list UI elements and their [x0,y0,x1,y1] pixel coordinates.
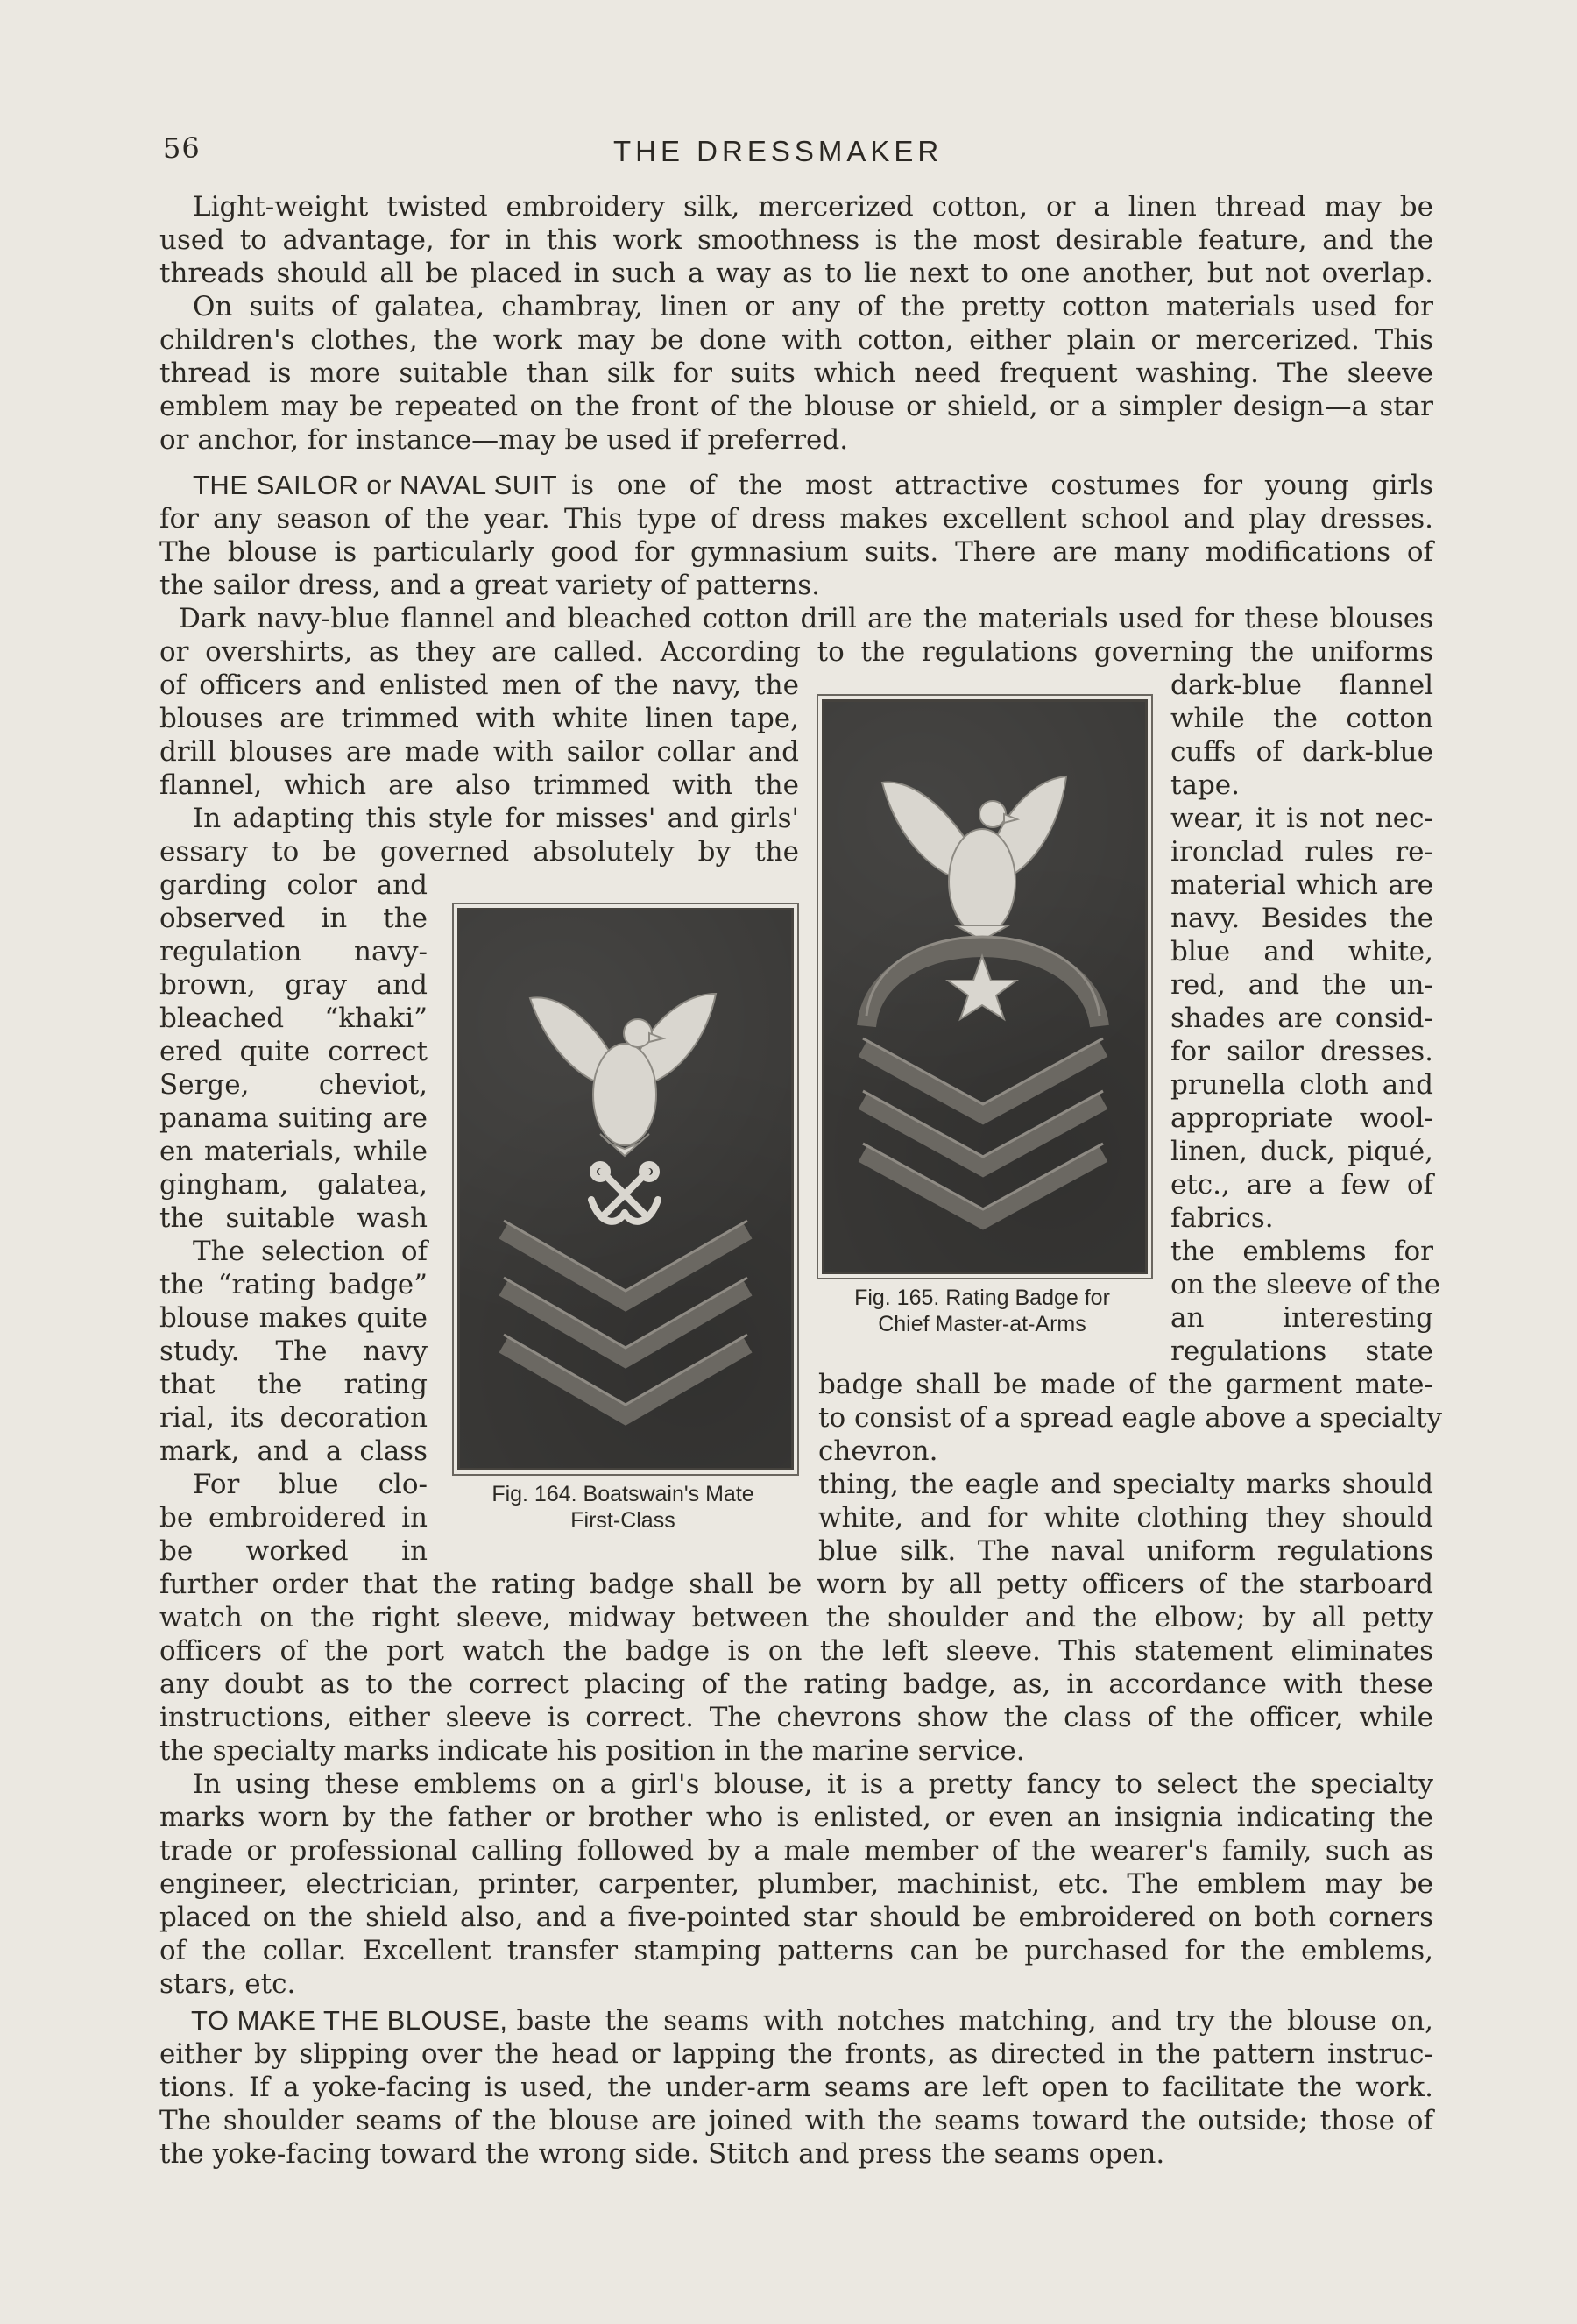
section-heading-blouse: TO MAKE THE BLOUSE, [191,2005,508,2036]
text-line: be worked in [159,1535,428,1567]
text-line: Serge, cheviot, [159,1069,428,1101]
text-line: In using these emblems on a girl's blouse, it is a pretty fancy to select the specialty [193,1768,1433,1800]
text-line: In adapting this style for misses' and girls' [193,803,799,834]
caption-line: Fig. 164. Boatswain's Mate [491,1482,754,1506]
boatswains-mate-badge-image [460,910,791,1468]
text-line: On suits of galatea, chambray, linen or any of the pretty cotton materials used for [193,291,1433,322]
text-line: dark-blue flannel [1170,670,1433,701]
text-line: the suitable wash [159,1202,428,1234]
text-line: blue silk. The naval uniform regulations [818,1535,1433,1567]
running-title: THE DRESSMAKER [613,135,944,167]
text-line: prunella cloth and [1170,1069,1433,1101]
figure-165-photo [822,699,1148,1274]
text-line: bleached “khaki” [159,1003,428,1034]
text-line: wear, it is not nec- [1170,803,1433,834]
text-line: tape. [1170,769,1240,801]
text-line: further order that the rating badge shall be worn by all petty officers of the starboard [159,1569,1433,1600]
text-line: linen, duck, piqué, [1170,1136,1433,1167]
text-line: of officers and enlisted men of the navy, the [159,670,799,701]
text-line: watch on the right sleeve, midway between the shoulder and the elbow; by all petty [159,1602,1433,1633]
text-line: the sailor dress, and a great variety of patterns. [159,570,821,601]
text-line: ironclad rules re- [1170,836,1433,868]
text-line: drill blouses are made with sailor collar and [159,736,799,768]
text-line: the specialty marks indicate his position in the marine service. [159,1735,1025,1767]
text-line: The shoulder seams of the blouse are joined with the seams toward the outside; those of [159,2105,1433,2136]
text-line: the emblems for [1170,1236,1433,1267]
text-line: instructions, either sleeve is correct. The chevrons show the class of the officer, while [159,1702,1433,1733]
text-line: red, and the un- [1170,969,1433,1001]
text-line: blouse makes quite [159,1302,428,1334]
text-line: to consist of a spread eagle above a specialty [818,1402,1443,1434]
text-line: The selection of [193,1236,428,1267]
text-line: chevron. [818,1435,938,1467]
text-line: essary to be governed absolutely by the [159,836,799,868]
text-line: thing, the eagle and specialty marks should [818,1469,1433,1500]
text-line: blue and white, [1170,936,1433,967]
text-line: observed in the [159,903,428,934]
text-line: engineer, electrician, printer, carpenter, plumber, machinist, etc. The emblem may be [159,1868,1433,1900]
text-line: cuffs of dark-blue [1170,736,1433,768]
section-heading-sailor: THE SAILOR or NAVAL SUIT [193,470,558,500]
text-line: an interesting [1170,1302,1433,1334]
text-line: for sailor dresses. [1170,1036,1433,1067]
text-line: is one of the most attractive costumes for young girls [571,470,1433,501]
text-line: mark, and a class [159,1435,428,1467]
text-line: emblem may be repeated on the front of the blouse or shield, or a simpler design—a star [159,391,1433,422]
text-line: appropriate wool- [1170,1102,1433,1134]
text-line: threads should all be placed in such a way as to lie next to one another, but not overlap. [159,258,1433,289]
caption-line: Chief Master-at-Arms [878,1312,1086,1336]
text-line: For blue clo- [193,1469,428,1500]
text-line: en materials, while [159,1136,428,1167]
text-line: white, and for white clothing they should [818,1502,1433,1534]
text-line: regulation navy- [159,936,428,967]
text-line: navy. Besides the [1170,903,1433,934]
text-line: panama suiting are [159,1102,428,1134]
text-line: stars, etc. [159,1968,296,2000]
text-line: rial, its decoration [159,1402,428,1434]
text-line: baste the seams with notches matching, and try the blouse on, [516,2005,1433,2037]
text-line: on the sleeve of the [1170,1269,1441,1300]
text-line: marks worn by the father or brother who is enlisted, or even an insignia indicating the [159,1802,1433,1833]
text-line: that the rating [159,1369,428,1400]
text-line: any doubt as to the correct placing of the rating badge, as, in accordance with these [159,1669,1433,1700]
text-line: thread is more suitable than silk for suits which need frequent washing. The sleeve [159,358,1433,389]
text-line: while the cotton [1170,703,1433,734]
text-line: trade or professional calling followed by a male member of the wearer's family, such as [159,1835,1433,1867]
text-line: or overshirts, as they are called. According to the regulations governing the uniforms [159,636,1433,668]
section-sailor-first-line [193,470,1433,501]
caption-line: Fig. 165. Rating Badge for [854,1286,1110,1310]
text-line: the yoke-facing toward the wrong side. Stitch and press the seams open. [159,2138,1165,2170]
text-line: either by slipping over the head or lapping the fronts, as directed in the pattern instruc- [159,2038,1433,2070]
text-line: for any season of the year. This type of dress makes excellent school and play dresses. [159,503,1433,535]
figure-165-caption [815,1285,1149,1337]
text-line: used to advantage, for in this work smoothness is the most desirable feature, and the [159,224,1433,256]
text-line: fabrics. [1170,1202,1274,1234]
text-line: material which are [1170,869,1433,901]
text-line: flannel, which are also trimmed with the [159,769,799,801]
text-line: be embroidered in [159,1502,428,1534]
text-line: or anchor, for instance—may be used if preferred. [159,424,849,456]
text-line: officers of the port watch the badge is on the left sleeve. This statement eliminates [159,1635,1433,1667]
text-line: Dark navy-blue flannel and bleached cotton drill are the materials used for these blouses [179,603,1433,634]
text-line: regulations state [1170,1336,1433,1367]
text-line: etc., are a few of [1170,1169,1433,1201]
text-line: The blouse is particularly good for gymnasium suits. There are many modifications of [159,536,1433,568]
text-line: gingham, galatea, [159,1169,428,1201]
text-line: badge shall be made of the garment mate- [818,1369,1433,1400]
text-line: ered quite correct [159,1036,428,1067]
text-line: of the collar. Excellent transfer stamping patterns can be purchased for the emblems, [159,1935,1433,1966]
text-line: Light-weight twisted embroidery silk, mercerized cotton, or a linen thread may be [193,191,1433,223]
text-line: children's clothes, the work may be done with cotton, either plain or mercerized. This [159,324,1433,356]
chief-master-at-arms-badge-image [824,702,1145,1272]
text-line: garding color and [159,869,428,901]
section-blouse-first-line [191,2005,1433,2037]
text-line: tions. If a yoke-facing is used, the under-arm seams are left open to facilitate the work. [159,2072,1433,2103]
caption-line: First-Class [570,1508,675,1533]
text-line: study. The navy [159,1336,428,1367]
figure-164-caption [456,1481,790,1534]
text-line: the “rating badge” [159,1269,428,1300]
text-line: shades are consid- [1170,1003,1433,1034]
figure-164-photo [457,908,794,1470]
page-number: 56 [163,131,201,165]
text-line: brown, gray and [159,969,428,1001]
text-line: placed on the shield also, and a five-pointed star should be embroidered on both corners [159,1902,1433,1933]
text-line: blouses are trimmed with white linen tape, [159,703,799,734]
